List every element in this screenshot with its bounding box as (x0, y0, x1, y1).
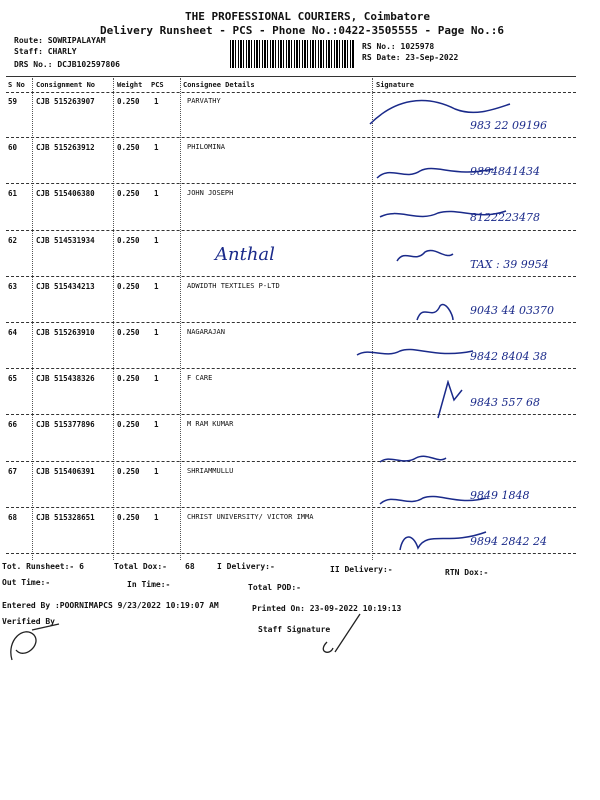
ii-delivery: II Delivery:- (330, 565, 393, 574)
row-pcs: 1 (154, 420, 159, 430)
route-label: Route: SOWRIPALAYAM (14, 36, 106, 45)
drs-number: DRS No.: DCJB102597806 (14, 60, 120, 69)
row-separator (6, 461, 576, 462)
row-sno: 68 (8, 512, 18, 522)
row-consignee: NAGARAJAN (187, 328, 225, 336)
handwritten-signature (415, 300, 455, 329)
row-sno: 64 (8, 328, 18, 337)
row-separator (6, 276, 576, 277)
row-signature-phone: 9843 557 68 (470, 396, 540, 410)
handwritten-signature (395, 246, 455, 270)
total-runsheet: Tot. Runsheet:- 6 (2, 562, 84, 571)
row-sno: 62 (8, 235, 18, 245)
row-sno: 66 (8, 420, 18, 430)
row-weight: 0.250 (117, 281, 140, 291)
row-weight: 0.250 (117, 466, 140, 476)
company-title: THE PROFESSIONAL COURIERS, Coimbatore (185, 10, 431, 23)
row-consignment-no: CJB 515328651 (36, 512, 95, 522)
row-consignee: M RAM KUMAR (187, 420, 234, 429)
barcode (230, 40, 355, 68)
row-consignment-no: CJB 515377896 (36, 420, 95, 430)
handwritten-signature (355, 345, 475, 365)
row-weight: 0.250 (117, 143, 140, 153)
row-consignment-no: CJB 515438326 (36, 374, 95, 384)
header-top-rule (6, 76, 576, 77)
verifier-signature (4, 620, 64, 670)
runsheet-title: Delivery Runsheet - PCS - Phone No.:0422-3505555 - Page No.:6 (100, 24, 504, 37)
row-consignment-no: CJB 515263910 (36, 328, 95, 337)
row-pcs: 1 (154, 328, 159, 337)
row-sno: 67 (8, 466, 18, 476)
row-sno: 65 (8, 374, 18, 384)
row-consignee: F CARE (187, 374, 213, 383)
row-separator (6, 414, 576, 415)
col-sno: S No (8, 81, 25, 89)
row-consignment-no: CJB 515406391 (36, 466, 95, 476)
row-consignment-no: CJB 515263907 (36, 97, 95, 106)
row-consignment-no: CJB 514531934 (36, 235, 95, 245)
col-weight: Weight (117, 81, 143, 89)
handwritten-signature (375, 163, 495, 187)
row-signature-phone: 9043 44 03370 (470, 303, 554, 317)
row-pcs: 1 (154, 189, 159, 199)
row-sno: 60 (8, 143, 18, 153)
row-signature-phone: TAX : 39 9954 (470, 257, 549, 271)
handwritten-signature (378, 205, 508, 229)
handwritten-signature (398, 528, 488, 557)
row-weight: 0.250 (117, 512, 140, 522)
row-sno: 59 (8, 97, 18, 106)
handwritten-signature (378, 490, 488, 514)
row-consignee: SHRIAMMULLU (187, 466, 234, 475)
col-pcs: PCS (151, 81, 164, 89)
row-separator (6, 230, 576, 231)
rtn-dox: RTN Dox:- (445, 568, 489, 577)
rs-date: RS Date: 23-Sep-2022 (362, 53, 459, 62)
row-pcs: 1 (154, 97, 159, 106)
row-consignment-no: CJB 515406380 (36, 189, 95, 199)
total-dox-label: Total Dox:- (114, 562, 167, 571)
row-consignee: PHILOMINA (187, 143, 225, 152)
i-delivery: I Delivery:- (217, 562, 275, 571)
row-signature-phone: 9894841434 (470, 165, 540, 179)
row-consignee: PARVATHY (187, 97, 221, 105)
row-signature-phone: 9849 1848 (470, 488, 530, 502)
row-separator (6, 322, 576, 323)
column-divider (372, 78, 373, 560)
row-weight: 0.250 (117, 374, 140, 384)
col-signature: Signature (376, 81, 414, 89)
row-signature-phone: 8122223478 (470, 211, 540, 225)
handwritten-signature (428, 380, 468, 424)
row-consignee: CHRIST UNIVERSITY/ VICTOR IMMA (187, 512, 314, 521)
row-signature-phone: 9842 8404 38 (470, 350, 547, 363)
column-divider (180, 78, 181, 560)
staff-signature-label: Staff Signature (258, 625, 331, 634)
row-separator (6, 553, 576, 554)
total-dox-value: 68 (185, 562, 195, 571)
col-consignee: Consignee Details (183, 81, 255, 89)
row-pcs: 1 (154, 235, 159, 245)
row-consignee: ADWIDTH TEXTILES P-LTD (187, 281, 280, 290)
row-weight: 0.250 (117, 189, 140, 199)
row-pcs: 1 (154, 374, 159, 384)
column-divider (32, 78, 33, 560)
staff-label: Staff: CHARLY (14, 47, 77, 56)
row-signature-phone: 983 22 09196 (470, 119, 547, 132)
header-bottom-rule (6, 92, 576, 93)
row-separator (6, 137, 576, 138)
row-weight: 0.250 (117, 420, 140, 430)
total-pod: Total POD:- (248, 583, 301, 592)
row-pcs: 1 (154, 466, 159, 476)
verified-by: Verified By (2, 617, 55, 626)
row-weight: 0.250 (117, 97, 140, 106)
row-signature-phone: 9894 2842 24 (470, 534, 547, 548)
row-pcs: 1 (154, 143, 159, 153)
row-sno: 61 (8, 189, 18, 199)
row-consignee: JOHN JOSEPH (187, 189, 234, 198)
row-consignment-no: CJB 515263912 (36, 143, 95, 153)
rs-number: RS No.: 1025978 (362, 42, 435, 51)
entered-by: Entered By :POORNIMAPCS 9/23/2022 10:19:07 AM (2, 601, 219, 610)
row-separator (6, 507, 576, 508)
row-separator (6, 368, 576, 369)
handwritten-signature (378, 452, 448, 472)
in-time: In Time:- (127, 580, 171, 589)
column-divider (113, 78, 114, 560)
col-consignment: Consignment No (36, 81, 96, 89)
row-weight: 0.250 (117, 328, 140, 337)
row-sno: 63 (8, 281, 18, 291)
row-consignment-no: CJB 515434213 (36, 281, 95, 291)
out-time: Out Time:- (2, 578, 51, 587)
printed-on: Printed On: 23-09-2022 10:19:13 (252, 604, 402, 613)
row-weight: 0.250 (117, 235, 140, 245)
row-pcs: 1 (154, 512, 159, 522)
handwritten-consignee: Anthal (215, 244, 275, 265)
row-pcs: 1 (154, 281, 159, 291)
staff-signature (315, 612, 365, 657)
